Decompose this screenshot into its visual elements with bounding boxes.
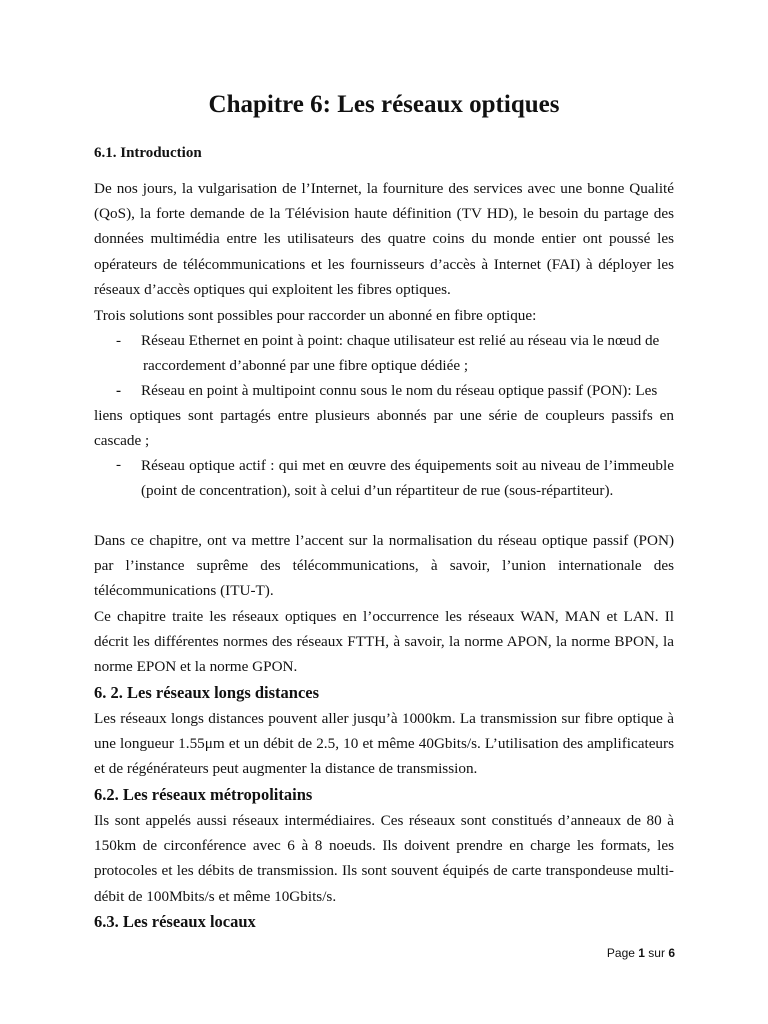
intro-paragraph-3: Dans ce chapitre, ont va mettre l’accent sur la normalisation du réseau optique passif (PON) par l’instance suprême des télécommunications, à savoir, l’union internationale des télécommunications (ITU-T).: [94, 532, 674, 600]
section-heading-long-distance: 6. 2. Les réseaux longs distances: [94, 683, 320, 702]
intro-paragraph-2: Trois solutions sont possibles pour raccorder un abonné en fibre optique:: [94, 307, 537, 324]
metropolitan-paragraph: Ils sont appelés aussi réseaux intermédiaires. Ces réseaux sont constitués d’anneaux de 80 à 150km de circonférence avec 6 à 8 noeuds. Ils doivent prendre en charge les formats, les protocoles et les débits de transmission. Ils sont souvent équipés de carte transpondeuse multi-débit de 100Mbits/s et même 10Gbits/s.: [94, 812, 674, 905]
bullet-1-line-1: Réseau Ethernet en point à point: chaque utilisateur est relié au réseau via le nœud de: [141, 332, 660, 349]
page-footer: [607, 945, 675, 961]
long-distance-paragraph: Les réseaux longs distances pouvent aller jusqu’à 1000km. La transmission sur fibre optique à une longueur 1.55μm et un débit de 2.5, 10 et même 40Gbits/s. L’utilisation des amplificateurs et de régénérateurs peut augmenter la distance de transmission.: [94, 710, 674, 778]
bullet-2-line-1: Réseau en point à multipoint connu sous le nom du réseau optique passif (PON): Les: [141, 382, 658, 399]
bullet-dash-2: -: [116, 382, 122, 399]
footer-page-number: 1: [638, 946, 645, 960]
section-heading-metropolitan: 6.2. Les réseaux métropolitains: [94, 785, 313, 804]
page-title: Chapitre 6: Les réseaux optiques: [208, 91, 560, 118]
footer-page-label: Page: [606, 946, 635, 960]
bullet-1-line-2: raccordement d’abonné par une fibre optique dédiée ;: [143, 357, 469, 374]
bullet-2-continuation: liens optiques sont partagés entre plusieurs abonnés par une série de coupleurs passifs en cascade ;: [94, 407, 674, 450]
bullet-dash-3: -: [116, 456, 122, 473]
intro-paragraph-4: Ce chapitre traite les réseaux optiques en l’occurrence les réseaux WAN, MAN et LAN. Il décrit les différentes normes des réseaux FTTH, à savoir, la norme APON, la norme BPON, la norme EPON et la norme GPON.: [94, 608, 674, 676]
bullet-dash-1: -: [116, 332, 122, 349]
footer-total-pages: 6: [668, 946, 675, 960]
footer-of-label: sur: [648, 946, 665, 960]
section-heading-introduction: 6.1. Introduction: [94, 145, 202, 161]
section-heading-local: 6.3. Les réseaux locaux: [94, 912, 256, 931]
intro-paragraph-1: De nos jours, la vulgarisation de l’Internet, la fourniture des services avec une bonne Qualité (QoS), la forte demande de la Télévision haute définition (TV HD), le besoin du partage des données multimédia entre les utilisateurs des quatre coins du monde entier ont poussé les opérateurs de télécommunications et les fournisseurs d’accès à Internet (FAI) à déployer les réseaux d’accès optiques qui exploitent les fibres optiques.: [94, 180, 674, 298]
bullet-3-text: Réseau optique actif : qui met en œuvre des équipements soit au niveau de l’immeuble (point de concentration), soit à celui d’un répartiteur de rue (sous-répartiteur).: [141, 457, 674, 500]
